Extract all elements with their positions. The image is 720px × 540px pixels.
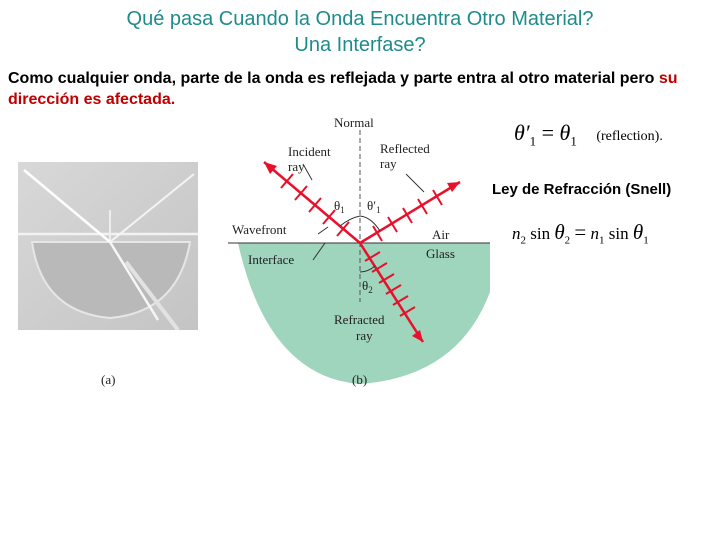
- label-glass: Glass: [426, 246, 455, 261]
- reflection-equation: $\theta'_1 = \theta_1$ (reflection).: [514, 120, 663, 149]
- label-theta2: $\theta_2$: [362, 278, 373, 295]
- label-refracted-1: Refracted: [334, 312, 385, 327]
- body-paragraph: [8, 68, 713, 110]
- snell-equation: $n_2$ $\sin \theta_2 = n_1$ $\sin \theta_1$: [512, 220, 649, 247]
- title-line-1: Qué pasa Cuando la Onda Encuentra Otro Material?: [126, 8, 594, 30]
- label-theta1-prime: $\theta'_1$: [367, 198, 381, 215]
- theta1-arc: [340, 216, 360, 226]
- title-line-2: Una Interfase?: [294, 34, 426, 56]
- label-reflected-1: Reflected: [380, 141, 430, 156]
- body-text: Como cualquier onda, parte de la onda es reflejada y parte entra al otro material pero: [8, 70, 659, 87]
- body-highlight: su dirección es afectada.: [8, 70, 678, 108]
- label-incident-1: Incident: [288, 144, 331, 159]
- caption-a: (a): [101, 372, 116, 387]
- label-normal: Normal: [334, 115, 374, 130]
- snell-law-label: Ley de Refracción (Snell): [492, 181, 672, 198]
- label-incident-2: ray: [288, 159, 305, 174]
- label-interface: Interface: [248, 252, 295, 267]
- label-air: Air: [432, 227, 450, 242]
- refraction-diagram: [228, 112, 490, 392]
- photo-refraction-demo: [18, 162, 198, 330]
- label-theta1: $\theta_1$: [334, 198, 345, 215]
- label-reflected-2: ray: [380, 156, 397, 171]
- caption-b: (b): [352, 372, 368, 387]
- slide-title: [0, 6, 720, 58]
- theta1p-arc: [360, 216, 380, 231]
- reflected-arrowhead: [447, 182, 460, 192]
- label-refracted-2: ray: [356, 328, 373, 343]
- label-wavefront: Wavefront: [232, 222, 287, 237]
